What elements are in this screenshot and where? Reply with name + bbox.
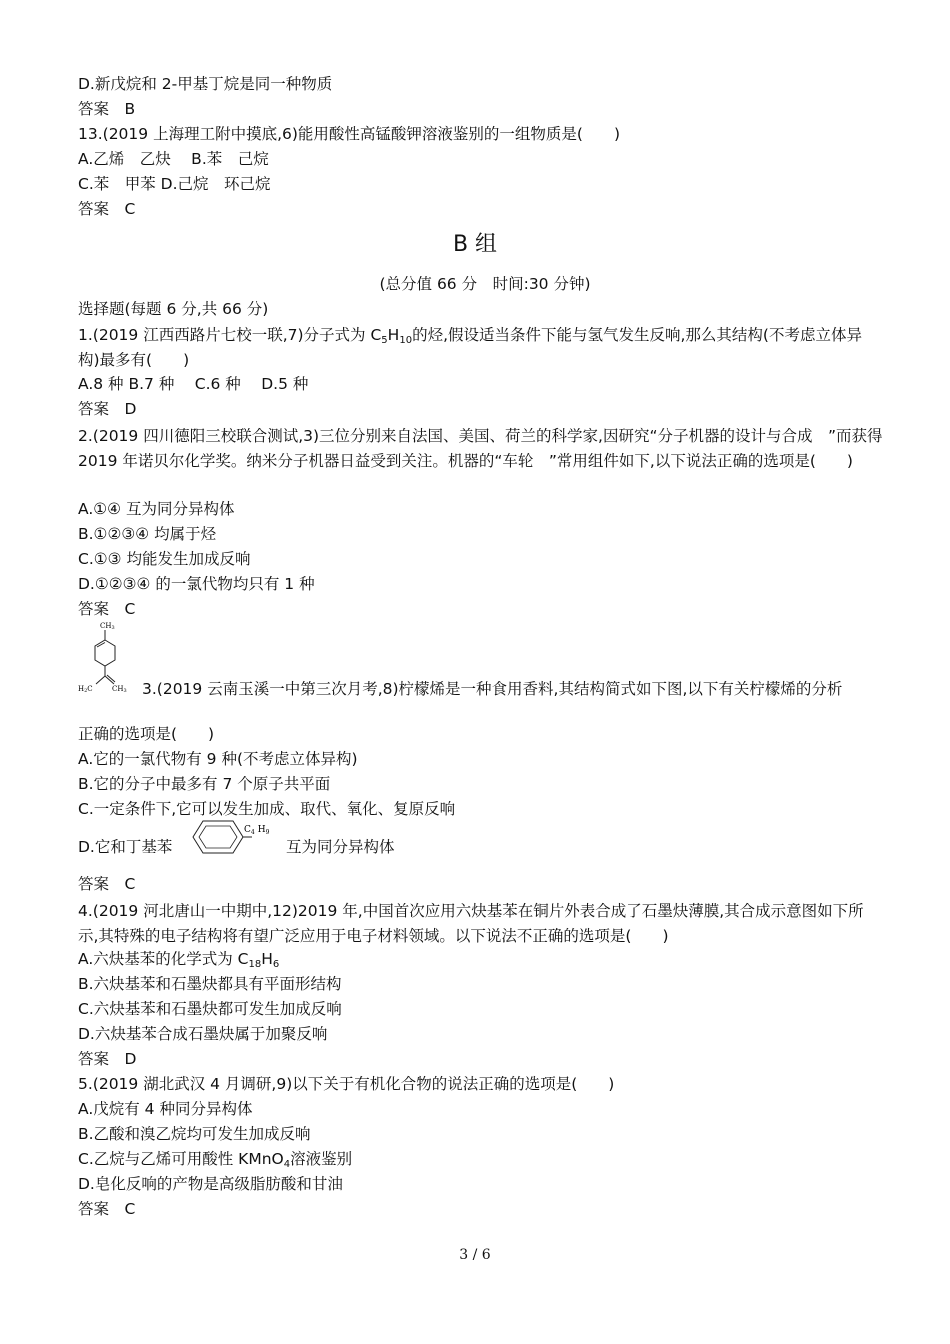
q4-option-b: B.六炔基苯和石墨炔都具有平面形结构 xyxy=(78,975,342,993)
q2-option-a: A.①④ 互为同分异构体 xyxy=(78,500,235,518)
q3-option-d-b: 互为同分异构体 xyxy=(286,838,395,856)
page-number: 3 / 6 xyxy=(459,1247,491,1263)
q2-answer: 答案 C xyxy=(78,600,136,618)
q12-option-d: D.新戊烷和 2-甲基丁烷是同一种物质 xyxy=(78,75,333,93)
q3-option-d-a: D.它和丁基苯 xyxy=(78,838,173,856)
q3-stem-b: 正确的选项是( ) xyxy=(78,725,215,743)
q4-option-d: D.六炔基苯合成石墨炔属于加聚反响 xyxy=(78,1025,328,1043)
q4-option-c: C.六炔基苯和石墨炔都可发生加成反响 xyxy=(78,1000,342,1018)
q13-options-cd: C.苯 甲苯 D.己烷 环己烷 xyxy=(78,175,271,193)
q13-answer: 答案 C xyxy=(78,200,136,218)
butylbenzene-structure xyxy=(186,818,282,858)
q5-stem: 5.(2019 湖北武汉 4 月调研,9)以下关于有机化合物的说法正确的选项是( ) xyxy=(78,1075,615,1093)
section-meta: (总分值 66 分 时间:30 分钟) xyxy=(379,275,591,293)
limonene-methyl-top: CH3 xyxy=(100,622,115,631)
q5-option-a: A.戊烷有 4 种同分异构体 xyxy=(78,1100,253,1118)
q2-option-d: D.①②③④ 的一氯代物均只有 1 种 xyxy=(78,575,315,593)
q1-options: A.8 种 B.7 种 C.6 种 D.5 种 xyxy=(78,375,309,393)
section-type: 选择题(每题 6 分,共 66 分) xyxy=(78,300,269,318)
q4-option-a: A.六炔基苯的化学式为 $C_{18}H_6$ xyxy=(78,950,280,970)
butyl-group-label: $C_4$ $H_9$ xyxy=(244,825,270,836)
q4-stem: 4.(2019 河北唐山一中期中,12)2019 年,中国首次应用六炔基苯在铜片外表合成了石墨炔薄膜,其合成示意图如下所示,其特殊的电子结构将有望广泛应用于电子材料领域。以下说法不正确的选项是( ) xyxy=(78,902,864,945)
q3-stem-a: 3.(2019 云南玉溪一中第三次月考,8)柠檬烯是一种食用香料,其结构简式如下图,以下有关柠檬烯的分析 xyxy=(142,680,843,698)
q3-answer: 答案 C xyxy=(78,875,136,893)
limonene-structure xyxy=(74,618,146,694)
q3-option-a: A.它的一氯代物有 9 种(不考虑立体异构) xyxy=(78,750,358,768)
q3-option-c: C.一定条件下,它可以发生加成、取代、氧化、复原反响 xyxy=(78,800,456,818)
q1-answer: 答案 D xyxy=(78,400,137,418)
q4-answer: 答案 D xyxy=(78,1050,137,1068)
q2-option-b: B.①②③④ 均属于烃 xyxy=(78,525,217,543)
q1-stem: 1.(2019 江西西路片七校一联,7)分子式为 $C_5H_{10}$的烃,假设适当条件下能与氢气发生反响,那么其结构(不考虑立体异构)最多有( ) xyxy=(78,326,862,369)
q12-answer: 答案 B xyxy=(78,100,136,118)
q5-option-d: D.皂化反响的产物是高级脂肪酸和甘油 xyxy=(78,1175,343,1193)
limonene-h2c-label: H2C xyxy=(78,685,93,694)
q13-options-ab: A.乙烯 乙炔 B.苯 己烷 xyxy=(78,150,269,168)
q5-answer: 答案 C xyxy=(78,1200,136,1218)
q5-option-c: C.乙烷与乙烯可用酸性 KMnO$_4$溶液鉴别 xyxy=(78,1150,353,1170)
q5-option-b: B.乙酸和溴乙烷均可发生加成反响 xyxy=(78,1125,311,1143)
q13-stem: 13.(2019 上海理工附中摸底,6)能用酸性高锰酸钾溶液鉴别的一组物质是( ) xyxy=(78,125,621,143)
q2-stem: 2.(2019 四川德阳三校联合测试,3)三位分别来自法国、美国、荷兰的科学家,因研究“分子机器的设计与合成 ”而获得 2019 年诺贝尔化学奖。纳米分子机器日益受到关注。机器的“车轮 ”常用组件如下,以下说法正确的选项是( ) xyxy=(78,427,883,470)
q3-option-b: B.它的分子中最多有 7 个原子共平面 xyxy=(78,775,331,793)
q2-option-c: C.①③ 均能发生加成反响 xyxy=(78,550,251,568)
section-title: B 组 xyxy=(452,232,498,257)
limonene-ch3-label: CH3 xyxy=(112,685,127,694)
